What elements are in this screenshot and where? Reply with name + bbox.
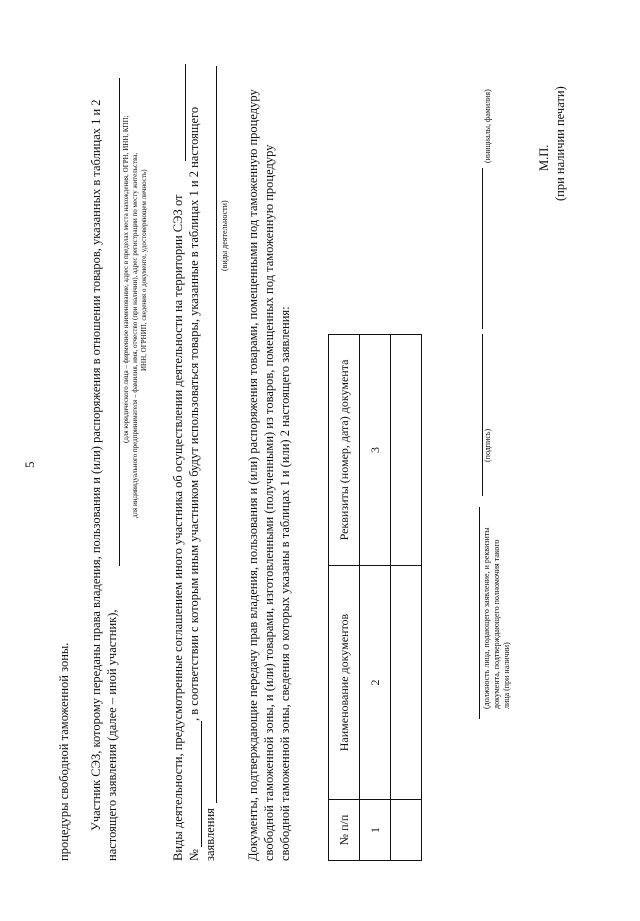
participant-line-1: Участник СЭЗ, которому переданы права владения, пользования и (или) распоряжения в отношении товаров, указанных в таблицах 1 и 2 [89,99,103,831]
documents-table [328,334,422,861]
intro-text: процедуры свободной таможенной зоны. [57,642,71,861]
cell-empty [391,566,422,800]
participant-hint-1: (для юридического лица – фирменное наименование, адрес в пределах места нахождения, ОГРН, ИНН, КПП; [122,115,130,443]
activities-line-1: Виды деятельности, предусмотренные соглашением иного участника об осуществлении деятельности на территории СЭЗ от [171,194,185,861]
position-underline [479,507,480,719]
cell-empty [391,800,422,861]
header-doc-details: Реквизиты (номер, дата) документа [329,335,360,566]
position-caption-1: (должность лица, подающего заявление, и реквизиты [482,527,491,709]
header-doc-name: Наименование документов [329,566,360,800]
page-number: 5 [22,461,37,468]
activities-hint: (виды деятельности) [220,200,229,271]
documents-line-2: свободной таможенной зоны, и (или) товарами, изготовленными (полученными) из товаров, помещенных под таможенную процедуру [262,144,276,861]
sign-underline [482,334,483,496]
table-row [391,335,422,861]
participant-line-2: настоящего заявления (далее – иной участник), [105,609,119,861]
table-header-row [329,335,360,861]
documents-line-3: свободной таможенной зоны, сведения о которых указаны в таблицах 1 и (или) 2 настоящего заявления: [278,306,292,861]
sign-caption: (подпись) [483,428,492,462]
participant-underline [119,78,120,566]
table-row [360,335,391,861]
activities-line-3: заявления [203,808,217,861]
header-number: № п/п [329,800,360,861]
cell-col-3: 3 [360,335,391,566]
name-underline [482,168,483,329]
participant-hint-3: ИНН, ОГРНИП, сведения о документе, удостоверяющем личность) [140,169,148,371]
cell-empty [391,335,422,566]
stamp-note: (при наличии печати) [553,86,567,201]
participant-hint-2: для индивидуального предпринимателя – фамилия, имя, отчество (при наличии), адрес регистрации по месту жительства, [131,152,139,518]
cell-col-2: 2 [360,566,391,800]
position-caption-3: лица (при наличии) [502,642,511,709]
number-sign: № [187,849,201,861]
documents-line-1: Документы, подтверждающие передачу прав владения, пользования и (или) распоряжения товарами, помещенными под таможенную процедуру [246,89,260,861]
cell-col-1: 1 [360,800,391,861]
stamp-label: М.П. [537,144,551,171]
position-caption-2: документа, подтверждающего полномочия такого [492,539,501,709]
activities-underline [216,66,217,803]
activities-line-2: , в соответствии с которым иным участником будут использоваться товары, указанные в таблицах 1 и 2 настоящего [187,106,201,721]
name-caption: (инициалы, фамилия) [483,89,492,163]
